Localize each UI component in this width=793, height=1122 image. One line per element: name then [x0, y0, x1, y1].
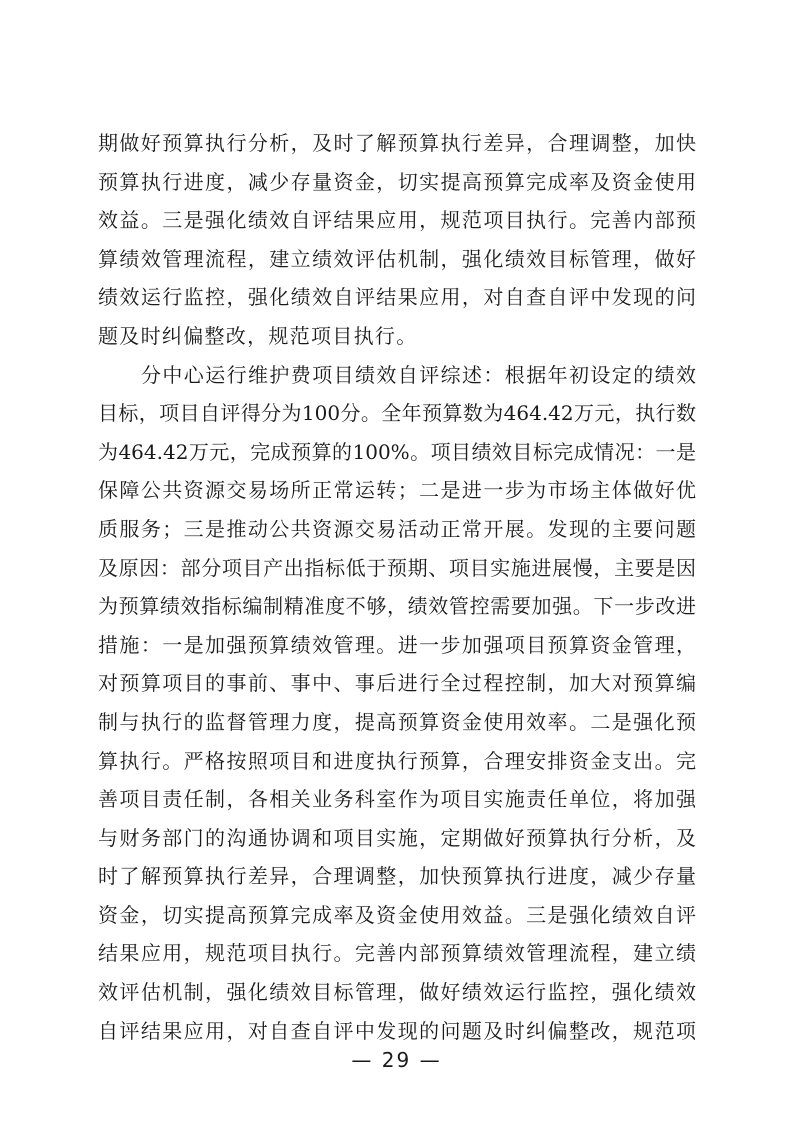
- page-footer: [0, 1048, 793, 1072]
- text-line: 对预算项目的事前、事中、事后进行全过程控制，加大对预算编: [98, 671, 696, 696]
- text-line: 质服务；三是推动公共资源交易活动正常开展。发现的主要问题: [98, 516, 696, 541]
- text-line: 与财务部门的沟通协调和项目实施，定期做好预算执行分析，及: [98, 825, 696, 850]
- text-line: 保障公共资源交易场所正常运转；二是进一步为市场主体做好优: [98, 478, 696, 503]
- text-line: 时了解预算执行差异，合理调整，加快预算执行进度，减少存量: [98, 864, 696, 889]
- text-line: 效评估机制，强化绩效目标管理，做好绩效运行监控，强化绩效: [98, 980, 696, 1005]
- paragraph: [98, 124, 696, 356]
- text-line: 资金，切实提高预算完成率及资金使用效益。三是强化绩效自评: [98, 902, 696, 927]
- text-line: 绩效运行监控，强化绩效自评结果应用，对自查自评中发现的问: [98, 285, 696, 310]
- text-line: 算绩效管理流程，建立绩效评估机制，强化绩效目标管理，做好: [98, 246, 696, 271]
- text-line: 为464.42万元，完成预算的100%。项目绩效目标完成情况：一是: [98, 439, 696, 464]
- text-line: 措施：一是加强预算绩效管理。进一步加强项目预算资金管理，: [98, 632, 696, 657]
- text-line: 预算执行进度，减少存量资金，切实提高预算完成率及资金使用: [98, 169, 696, 194]
- text-line: 制与执行的监督管理力度，提高预算资金使用效率。二是强化预: [98, 709, 696, 734]
- text-line: 自评结果应用，对自查自评中发现的问题及时纠偏整改，规范项: [98, 1018, 696, 1043]
- page-number: — 29 —: [351, 1048, 442, 1072]
- text-line: 效益。三是强化绩效自评结果应用，规范项目执行。完善内部预: [98, 208, 696, 233]
- text-line: 期做好预算执行分析，及时了解预算执行差异，合理调整，加快: [98, 131, 696, 155]
- paragraph: [98, 356, 696, 1051]
- text-line: 为预算绩效指标编制精准度不够，绩效管控需要加强。下一步改进: [98, 594, 696, 619]
- text-line: 题及时纠偏整改，规范项目执行。: [98, 323, 418, 348]
- text-line: 结果应用，规范项目执行。完善内部预算绩效管理流程，建立绩: [98, 941, 696, 966]
- text-line: 目标，项目自评得分为100分。全年预算数为464.42万元，执行数: [98, 401, 696, 426]
- text-line: 善项目责任制，各相关业务科室作为项目实施责任单位，将加强: [98, 787, 696, 812]
- text-line: 分中心运行维护费项目绩效自评综述：根据年初设定的绩效: [141, 362, 696, 387]
- text-line: 及原因：部分项目产出指标低于预期、项目实施进展慢，主要是因: [98, 555, 696, 580]
- text-block: [98, 124, 696, 1050]
- text-line: 算执行。严格按照项目和进度执行预算，合理安排资金支出。完: [98, 748, 696, 773]
